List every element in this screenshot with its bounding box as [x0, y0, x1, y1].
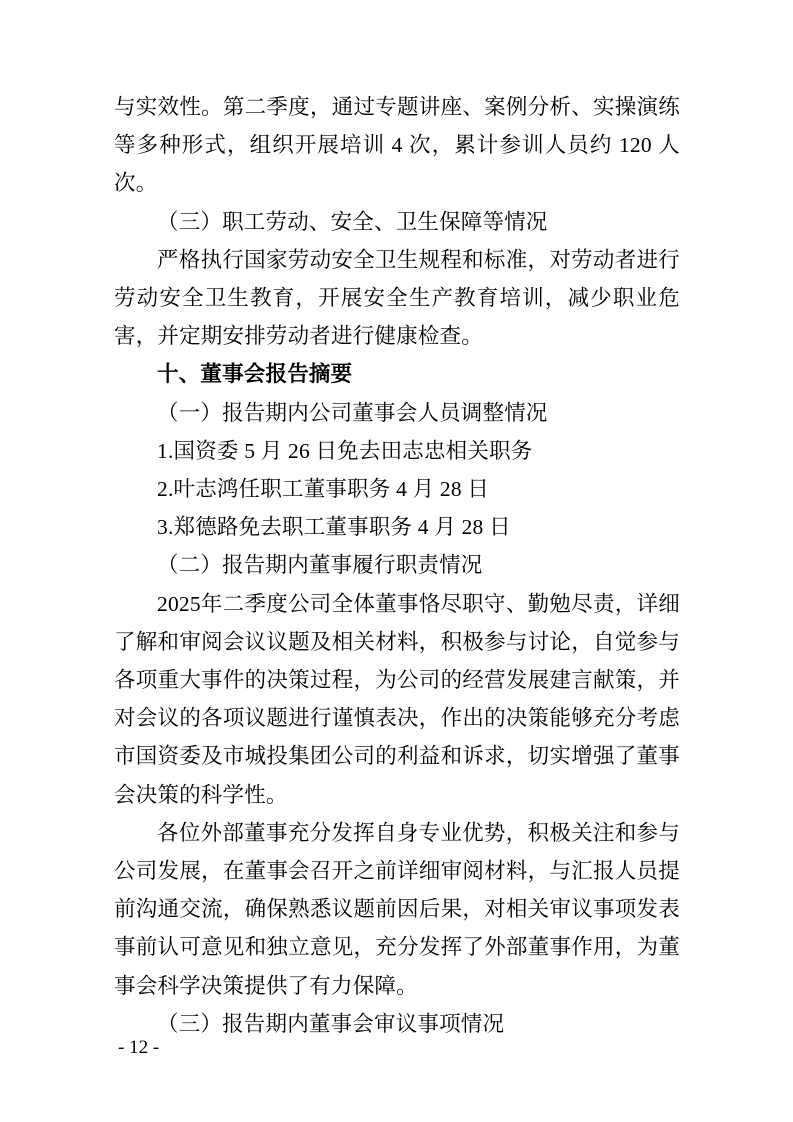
section-heading-10-board-report-summary: 十、董事会报告摘要 — [157, 362, 353, 387]
subheading-3-board-review-matters: （三）报告期内董事会审议事项情况 — [157, 1011, 505, 1036]
body-paragraph-labor-safety: 严格执行国家劳动安全卫生规程和标准，对劳动者进行劳动安全卫生教育，开展安全生产教育培训，减少职业危害，并定期安排劳动者进行健康检查。 — [114, 247, 680, 349]
list-item-2: 2.叶志鸿任职工董事职务 4 月 28 日 — [157, 477, 490, 502]
subheading-1-board-personnel-adjustment: （一）报告期内公司董事会人员调整情况 — [157, 400, 548, 425]
subheading-3-labor-safety-health: （三）职工劳动、安全、卫生保障等情况 — [157, 209, 548, 234]
page-number: - 12 - — [118, 1037, 160, 1058]
list-item-3: 3.郑德路免去职工董事职务 4 月 28 日 — [157, 515, 511, 540]
body-paragraph-external-directors: 各位外部董事充分发挥自身专业优势，积极关注和参与公司发展，在董事会召开之前详细审阅材料，与汇报人员提前沟通交流，确保熟悉议题前因后果，对相关审议事项发表事前认可意见和独立意见，充分发挥了外部董事作用，为董事会科学决策提供了有力保障。 — [114, 820, 680, 998]
body-paragraph-director-duty: 2025年二季度公司全体董事恪尽职守、勤勉尽责，详细了解和审阅会议议题及相关材料，积极参与讨论，自觉参与各项重大事件的决策过程，为公司的经营发展建言献策，并对会议的各项议题进行谨慎表决，作出的决策能够充分考虑市国资委及市城投集团公司的利益和诉求，切实增强了董事会决策的科学性。 — [114, 591, 680, 807]
list-item-1: 1.国资委 5 月 26 日免去田志忠相关职务 — [157, 438, 533, 463]
continuation-paragraph-training: 与实效性。第二季度，通过专题讲座、案例分析、实操演练等多种形式，组织开展培训 4 次，累计参训人员约 120 人次。 — [114, 95, 680, 196]
subheading-2-director-duty-performance: （二）报告期内董事履行职责情况 — [157, 553, 483, 578]
document-body — [114, 88, 680, 1043]
